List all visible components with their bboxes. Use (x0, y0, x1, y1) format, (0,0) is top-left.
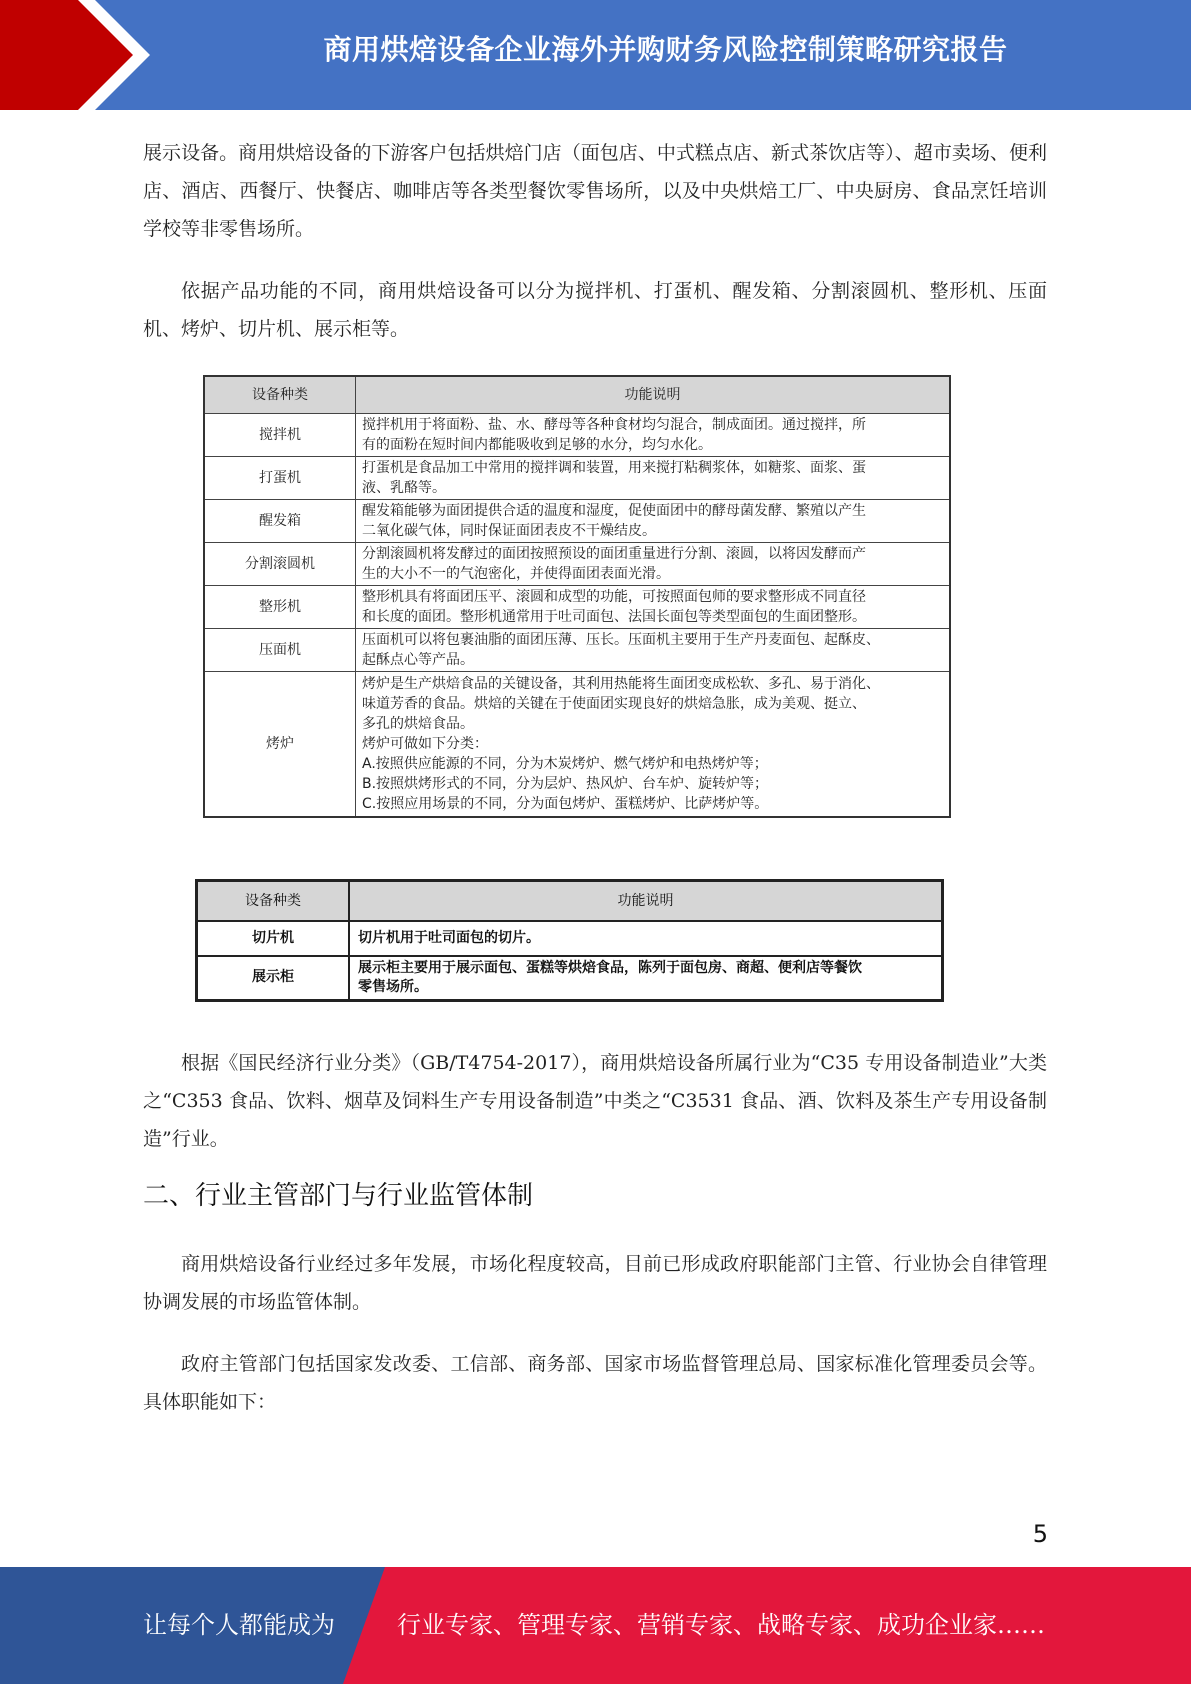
description-line: 醒发箱能够为面团提供合适的温度和湿度，促使面团中的酵母菌发酵、繁殖以产生 (362, 503, 866, 519)
description-line: 多孔的烘焙食品。 (362, 716, 474, 732)
equipment-function-table-2 (195, 879, 944, 1002)
equipment-type-cell: 压面机 (204, 629, 356, 672)
function-description-cell (356, 500, 951, 543)
function-description-cell (356, 672, 951, 818)
description-line: 压面机可以将包裹油脂的面团压薄、压长。压面机主要用于生产丹麦面包、起酥皮、 (362, 632, 880, 648)
description-line: 烤炉是生产烘焙食品的关键设备，其利用热能将生面团变成松软、多孔、易于消化、 (362, 676, 880, 692)
description-line: 有的面粉在短时间内都能吸收到足够的水分，均匀水化。 (362, 437, 712, 453)
page-header (0, 0, 1191, 110)
equipment-type-cell: 分割滚圆机 (204, 543, 356, 586)
table-row (197, 921, 943, 956)
page-footer (0, 1567, 1191, 1684)
paragraph-product-classification: 依据产品功能的不同，商用烘焙设备可以分为搅拌机、打蛋机、醒发箱、分割滚圆机、整形机、压面机、烤炉、切片机、展示柜等。 (143, 280, 1047, 340)
description-line: 烤炉可做如下分类： (362, 736, 488, 752)
description-line: 整形机具有将面团压平、滚圆和成型的功能，可按照面包师的要求整形成不同直径 (362, 589, 866, 605)
table-row (204, 500, 950, 543)
header-chevron-red (0, 0, 140, 110)
description-line: 和长度的面团。整形机通常用于吐司面包、法国长面包等类型面包的生面团整形。 (362, 609, 866, 625)
table-row (204, 629, 950, 672)
equipment-type-cell: 烤炉 (204, 672, 356, 818)
table-row (197, 956, 943, 1000)
table-row (204, 414, 950, 457)
equipment-type-cell: 展示柜 (197, 956, 350, 1000)
section-heading: 二、行业主管部门与行业监管体制 (143, 1181, 534, 1211)
function-description-cell (356, 414, 951, 457)
description-line: C.按照应用场景的不同，分为面包烤炉、蛋糕烤炉、比萨烤炉等。 (362, 796, 769, 812)
function-description-cell (349, 956, 943, 1000)
report-title: 商用烘焙设备企业海外并购财务风险控制策略研究报告 (323, 33, 1008, 66)
paragraph-government-departments: 政府主管部门包括国家发改委、工信部、商务部、国家市场监督管理总局、国家标准化管理委员会等。具体职能如下： (143, 1353, 1047, 1413)
function-description-cell (356, 629, 951, 672)
description-line: 分割滚圆机将发酵过的面团按照预设的面团重量进行分割、滚圆，以将因发酵而产 (362, 546, 866, 562)
description-line: 打蛋机是食品加工中常用的搅拌调和装置，用来搅打粘稠浆体，如糖浆、面浆、蛋 (362, 460, 866, 476)
description-line: 零售场所。 (358, 978, 428, 995)
function-description-cell (349, 921, 943, 956)
footer-slogan-right: 行业专家、管理专家、营销专家、战略专家、成功企业家…… (397, 1611, 1045, 1639)
function-description-cell (356, 586, 951, 629)
description-line: 生的大小不一的气泡密化，并使得面团表面光滑。 (362, 566, 670, 582)
table-row (204, 586, 950, 629)
description-line: 味道芳香的食品。烘焙的关键在于使面团实现良好的烘焙急胀，成为美观、挺立、 (362, 696, 866, 712)
table-row (204, 457, 950, 500)
description-line: 液、乳酪等。 (362, 480, 446, 496)
paragraph-downstream-customers: 展示设备。商用烘焙设备的下游客户包括烘焙门店（面包店、中式糕点店、新式茶饮店等）、超市卖场、便利店、酒店、西餐厅、快餐店、咖啡店等各类型餐饮零售场所，以及中央烘焙工厂、中央厨房、食品烹饪培训学校等非零售场所。 (143, 142, 1047, 240)
description-line: A.按照供应能源的不同，分为木炭烤炉、燃气烤炉和电热烤炉等； (362, 756, 768, 772)
description-line: 搅拌机用于将面粉、盐、水、酵母等各种食材均匀混合，制成面团。通过搅拌，所 (362, 417, 866, 433)
description-line: 展示柜主要用于展示面包、蛋糕等烘焙食品，陈列于面包房、商超、便利店等餐饮 (358, 959, 862, 976)
table-row (204, 672, 950, 818)
equipment-type-cell: 切片机 (197, 921, 350, 956)
page-number: 5 (1032, 1520, 1048, 1548)
description-line: 二氧化碳气体，同时保证面团表皮不干燥结皮。 (362, 523, 656, 539)
description-line: 切片机用于吐司面包的切片。 (358, 930, 540, 946)
equipment-type-cell: 打蛋机 (204, 457, 356, 500)
function-description-cell (356, 543, 951, 586)
function-description-cell (356, 457, 951, 500)
paragraph-market-supervision: 商用烘焙设备行业经过多年发展，市场化程度较高，目前已形成政府职能部门主管、行业协会自律管理协调发展的市场监管体制。 (143, 1253, 1047, 1313)
description-line: 起酥点心等产品。 (362, 652, 474, 668)
header-equipment-type: 设备种类 (197, 881, 350, 922)
equipment-function-table-1 (203, 375, 951, 818)
equipment-type-cell: 整形机 (204, 586, 356, 629)
header-equipment-type: 设备种类 (204, 376, 356, 414)
paragraph-industry-classification: 根据《国民经济行业分类》（GB/T4754-2017），商用烘焙设备所属行业为“C35 专用设备制造业”大类之“C353 食品、饮料、烟草及饲料生产专用设备制造”中类之“C3531 食品、酒、饮料及茶生产专用设备制造”行业。 (143, 1052, 1047, 1150)
footer-slogan-left: 让每个人都能成为 (143, 1611, 335, 1639)
table-header-row (204, 376, 950, 414)
header-function-description: 功能说明 (349, 881, 943, 922)
header-function-description: 功能说明 (356, 376, 951, 414)
table-row (204, 543, 950, 586)
description-line: B.按照烘烤形式的不同，分为层炉、热风炉、台车炉、旋转炉等； (362, 776, 769, 792)
equipment-type-cell: 醒发箱 (204, 500, 356, 543)
table-header-row (197, 881, 943, 922)
equipment-type-cell: 搅拌机 (204, 414, 356, 457)
